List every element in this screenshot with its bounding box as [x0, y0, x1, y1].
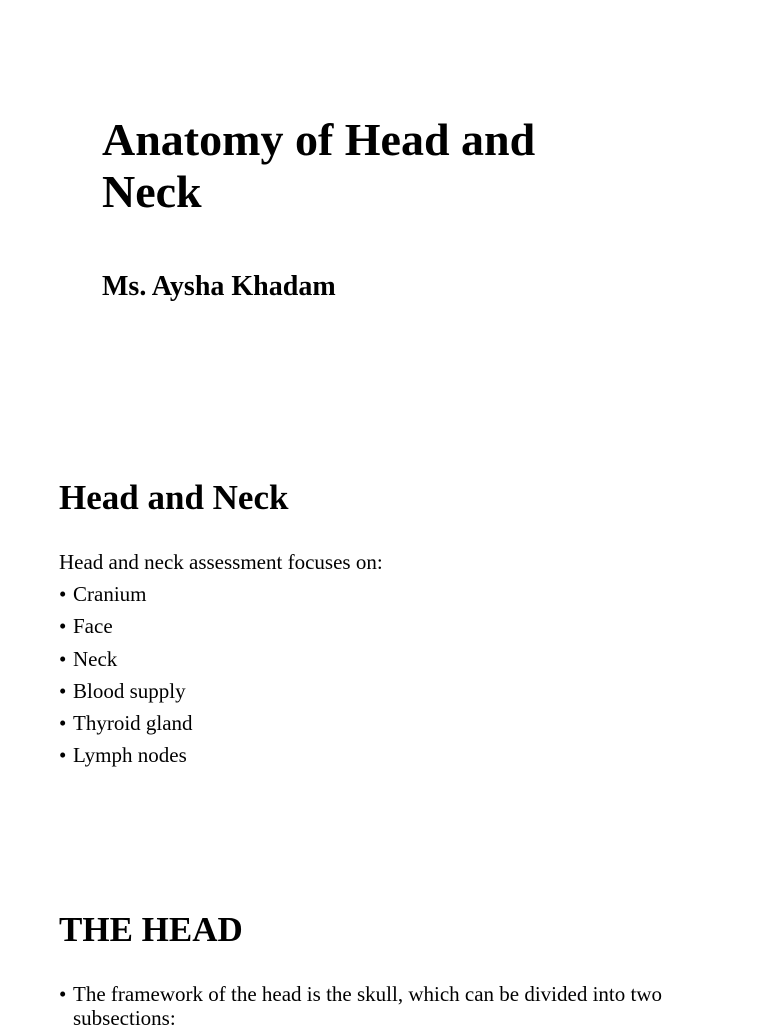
section-heading-the-head: THE HEAD: [59, 910, 243, 949]
list-item-text: Neck: [73, 646, 118, 671]
list-item: [59, 742, 193, 774]
bullet-icon: •: [59, 743, 67, 768]
bullet-icon: •: [59, 582, 67, 606]
list-item-text: Lymph nodes: [73, 743, 187, 768]
section-intro: Head and neck assessment focuses on:: [59, 550, 383, 574]
list-item-text: Thyroid gland: [73, 711, 193, 736]
head-framework-list: [59, 982, 739, 1030]
list-item-text: Blood supply: [73, 678, 186, 703]
list-item-text: Cranium: [73, 582, 147, 606]
list-item: [59, 613, 193, 645]
list-item-text: Face: [73, 614, 113, 639]
list-item-text: The framework of the head is the skull, which can be divided into two subsections:: [73, 982, 663, 1030]
bullet-icon: •: [59, 646, 67, 671]
bullet-icon: •: [59, 711, 67, 736]
list-item: [59, 982, 739, 1030]
list-item: [59, 646, 193, 678]
bullet-icon: •: [59, 614, 67, 639]
section-heading-head-and-neck: Head and Neck: [59, 478, 289, 517]
list-item: [59, 678, 193, 710]
list-item: [59, 581, 193, 613]
assessment-focus-list: [59, 581, 193, 775]
list-item: [59, 710, 193, 742]
slide-author: Ms. Aysha Khadam: [102, 271, 336, 302]
slide-title: Anatomy of Head and Neck: [102, 114, 536, 217]
bullet-icon: •: [59, 982, 67, 1006]
bullet-icon: •: [59, 678, 67, 703]
